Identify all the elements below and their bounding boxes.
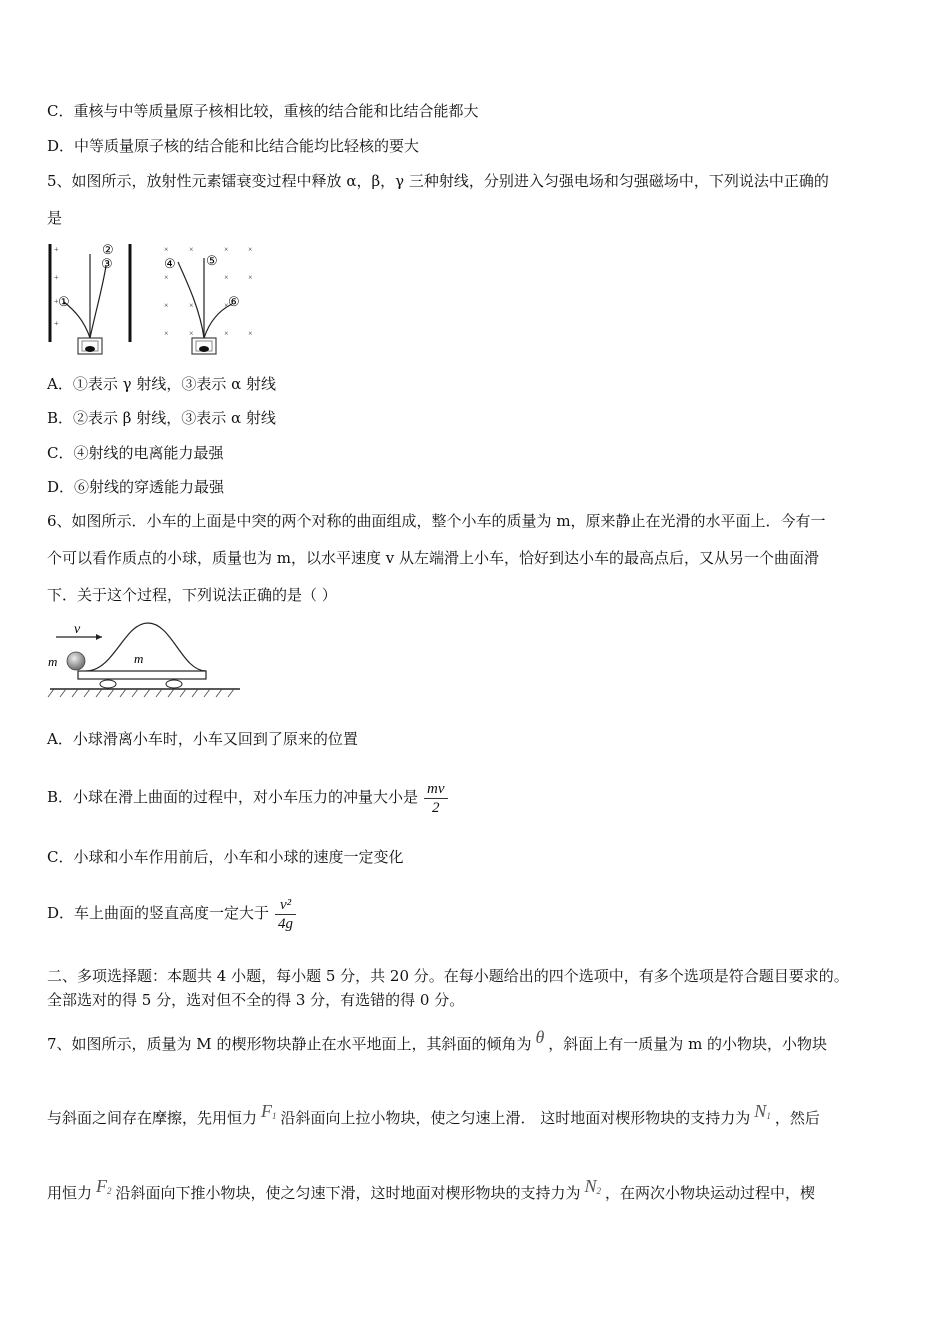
f2-symbol: $F_2$: [96, 1176, 112, 1196]
plus-signs: [54, 245, 59, 328]
svg-text:×: ×: [164, 245, 169, 254]
cart-body: [78, 671, 206, 679]
q7-line1: 7、如图所示，质量为 M 的楔形物块静止在水平地面上，其斜面的倾角为 θ ，斜面上有一质量为 m 的小物块，小物块: [47, 1022, 827, 1059]
svg-text:×: ×: [189, 245, 194, 254]
q6-stem-line2: 个可以看作质点的小球，质量也为 m，以水平速度 v 从左端滑上小车，恰好到达小车的最高点后，又从另一个曲面滑: [47, 549, 820, 567]
svg-text:×: ×: [224, 301, 229, 310]
svg-text:+: +: [54, 245, 59, 254]
label-1: ①: [58, 294, 70, 309]
svg-text:×: ×: [224, 329, 229, 338]
ray-3: [90, 266, 106, 338]
q6-option-d-row: [47, 884, 296, 942]
ball-mass-label: m: [48, 654, 58, 669]
ray-4: [178, 262, 204, 338]
q6-option-c: C．小球和小车作用前后，小车和小球的速度一定变化: [47, 848, 404, 866]
q6-stem-line3: 下．关于这个过程，下列说法正确的是（ ）: [47, 586, 337, 604]
svg-text:×: ×: [248, 329, 253, 338]
velocity-label: v: [74, 622, 81, 637]
fraction-v2-over-4g: $\frac{\text{v²}}{4g}$: [275, 896, 296, 933]
label-4: ④: [164, 256, 176, 271]
svg-text:×: ×: [189, 301, 194, 310]
q6-option-b-row: [47, 768, 448, 826]
q5-option-c: C．④射线的电离能力最强: [47, 444, 224, 462]
label-5: ⑤: [206, 253, 218, 268]
svg-text:+: +: [54, 273, 59, 282]
q5-option-b: B．②表示 β 射线，③表示 α 射线: [47, 409, 276, 427]
svg-text:×: ×: [224, 245, 229, 254]
cart-mass-label: m: [134, 651, 144, 666]
q7-line3: 用恒力 $F_2$ 沿斜面向下推小物块，使之匀速下滑，这时地面对楔形物块的支持力为 $N_2$ ，在两次小物块运动过程中，楔: [47, 1171, 815, 1208]
fraction-mv-over-2: $\frac{mv}{2}$: [424, 780, 448, 817]
svg-text:×: ×: [248, 245, 253, 254]
wheel-right: [166, 680, 182, 688]
label-3: ③: [101, 256, 113, 271]
q5-option-a: A．①表示 γ 射线，③表示 α 射线: [47, 375, 277, 393]
q5-option-d: D．⑥射线的穿透能力最强: [47, 478, 225, 496]
ground-hatch: [48, 689, 234, 697]
cart-curve: [86, 623, 206, 671]
q6-option-a: A．小球滑离小车时，小车又回到了原来的位置: [47, 730, 358, 748]
svg-text:×: ×: [224, 273, 229, 282]
q5-stem-line1: 5、如图所示，放射性元素镭衰变过程中释放 α，β，γ 三种射线，分别进入匀强电场和匀强磁场中，下列说法中正确的: [47, 172, 829, 190]
q7-line2: 与斜面之间存在摩擦，先用恒力 $F_1$ 沿斜面向上拉小物块，使之匀速上滑． 这时地面对楔形物块的支持力为 $N_1$ ，然后: [47, 1096, 820, 1133]
q6-stem-line1: 6、如图所示．小车的上面是中突的两个对称的曲面组成，整个小车的质量为 m，原来静止在光滑的水平面上．今有一: [47, 512, 826, 530]
q6-option-d: D．车上曲面的竖直高度一定大于: [47, 904, 270, 922]
svg-text:×: ×: [164, 273, 169, 282]
q4-option-c: C．重核与中等质量原子核相比较，重核的结合能和比结合能都大: [47, 102, 479, 120]
svg-text:×: ×: [248, 273, 253, 282]
n2-symbol: $N_2$: [584, 1176, 602, 1196]
label-2: ②: [102, 242, 114, 257]
q4-option-d: D．中等质量原子核的结合能和比结合能均比轻核的要大: [47, 137, 420, 155]
wheel-left: [100, 680, 116, 688]
n1-symbol: $N_1$: [754, 1101, 771, 1121]
f1-symbol: $F_1$: [261, 1101, 277, 1121]
q5-figure: [44, 240, 259, 360]
svg-text:+: +: [54, 319, 59, 328]
section2-line1: 二、多项选择题：本题共 4 小题，每小题 5 分，共 20 分。在每小题给出的四个选项中，有多个选项是符合题目要求的。: [47, 967, 849, 985]
section2-line2: 全部选对的得 5 分，选对但不全的得 3 分，有选错的得 0 分。: [47, 991, 465, 1009]
label-6: ⑥: [228, 294, 240, 309]
q5-stem-line2: 是: [47, 209, 63, 227]
svg-text:+: +: [54, 297, 59, 306]
svg-text:×: ×: [189, 329, 194, 338]
theta-symbol: θ: [535, 1027, 545, 1047]
q6-option-b: B．小球在滑上曲面的过程中，对小车压力的冲量大小是: [47, 788, 419, 806]
svg-text:×: ×: [164, 329, 169, 338]
svg-text:×: ×: [164, 301, 169, 310]
ball: [67, 652, 85, 670]
q6-figure: [44, 615, 244, 703]
